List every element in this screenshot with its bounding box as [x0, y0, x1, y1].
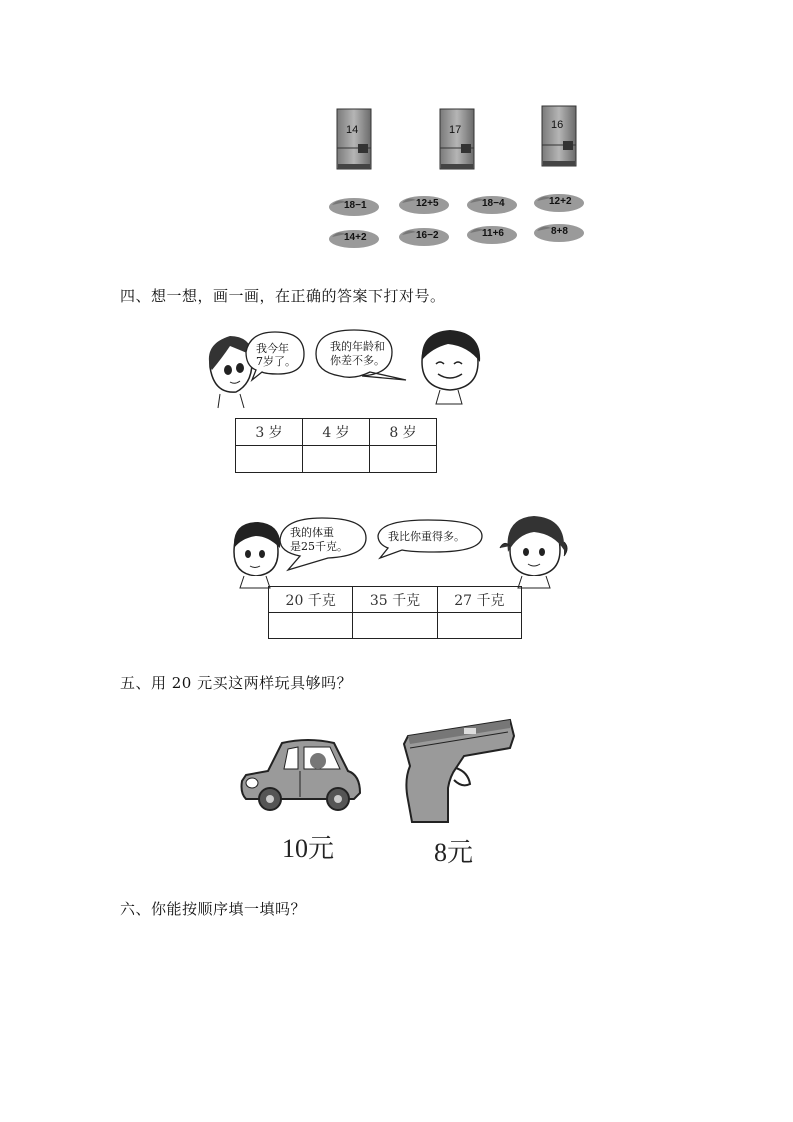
check-cell[interactable] [437, 613, 521, 639]
check-cell[interactable] [236, 446, 303, 473]
bubble-line: 我今年 [256, 342, 289, 355]
leaf-expression: 11+6 [482, 228, 504, 239]
table-row [269, 613, 522, 639]
car-price: 10元 [282, 834, 335, 863]
speech-bubble-right [330, 340, 385, 368]
bubble-line: 是25千克。 [290, 540, 348, 553]
leaf-expression: 8+8 [551, 226, 568, 237]
leaf-card [466, 224, 518, 246]
bubble-line: 7岁了。 [256, 355, 296, 368]
leaf-expression: 18−4 [482, 198, 505, 209]
check-cell[interactable] [269, 613, 353, 639]
boy-figure [234, 522, 280, 588]
age-option-cell: 3 岁 [236, 419, 303, 446]
check-cell[interactable] [370, 446, 437, 473]
leaf-card [533, 192, 585, 214]
section-five-heading: 五、用 20 元买这两样玩具够吗？ [120, 674, 353, 692]
leaf-card [466, 194, 518, 216]
table-row [236, 446, 437, 473]
answer-table-age [235, 418, 437, 473]
table-row [236, 419, 437, 446]
speech-bubble-left [290, 526, 348, 554]
leaf-card [398, 194, 450, 216]
fridge-number: 16 [551, 119, 564, 131]
leaf-grid [328, 192, 578, 252]
age-option-cell: 8 岁 [370, 419, 437, 446]
leaf-expression: 12+5 [416, 198, 439, 209]
section-four-heading: 四、想一想，画一画，在正确的答案下打对号。 [120, 287, 446, 305]
toy-gun-image [398, 714, 516, 829]
bubble-line: 我比你重得多。 [388, 530, 465, 543]
section-six-heading: 六、你能按顺序填一填吗？ [120, 900, 307, 918]
problem1-illustration [200, 322, 490, 412]
table-row [269, 587, 522, 613]
weight-option-cell: 20 千克 [269, 587, 353, 613]
leaf-expression: 16−2 [416, 230, 439, 241]
fridge [541, 105, 577, 167]
speech-bubble-right [388, 530, 465, 544]
fridge [439, 108, 475, 170]
leaf-card [328, 196, 380, 218]
toy-car-image [238, 735, 363, 813]
weight-option-cell: 27 千克 [437, 587, 521, 613]
gun-price: 8元 [434, 838, 474, 867]
bubble-line: 我的体重 [290, 526, 334, 539]
leaf-expression: 12+2 [549, 196, 572, 207]
bubble-line: 我的年龄和 [330, 340, 385, 353]
girl-figure [500, 516, 567, 588]
boy-figure [422, 330, 480, 404]
leaf-card [398, 226, 450, 248]
leaf-card [533, 222, 585, 244]
speech-bubble-left [256, 342, 296, 368]
fridge-number: 17 [449, 124, 462, 136]
age-option-cell: 4 岁 [303, 419, 370, 446]
answer-table-weight [268, 586, 522, 639]
weight-option-cell: 35 千克 [353, 587, 437, 613]
check-cell[interactable] [353, 613, 437, 639]
leaf-expression: 18−1 [344, 200, 367, 211]
check-cell[interactable] [303, 446, 370, 473]
leaf-card [328, 228, 380, 250]
leaf-expression: 14+2 [344, 232, 367, 243]
fridge-number: 14 [346, 124, 359, 136]
fridge [336, 108, 372, 170]
bubble-line: 你差不多。 [330, 354, 385, 367]
problem2-illustration [228, 512, 570, 592]
